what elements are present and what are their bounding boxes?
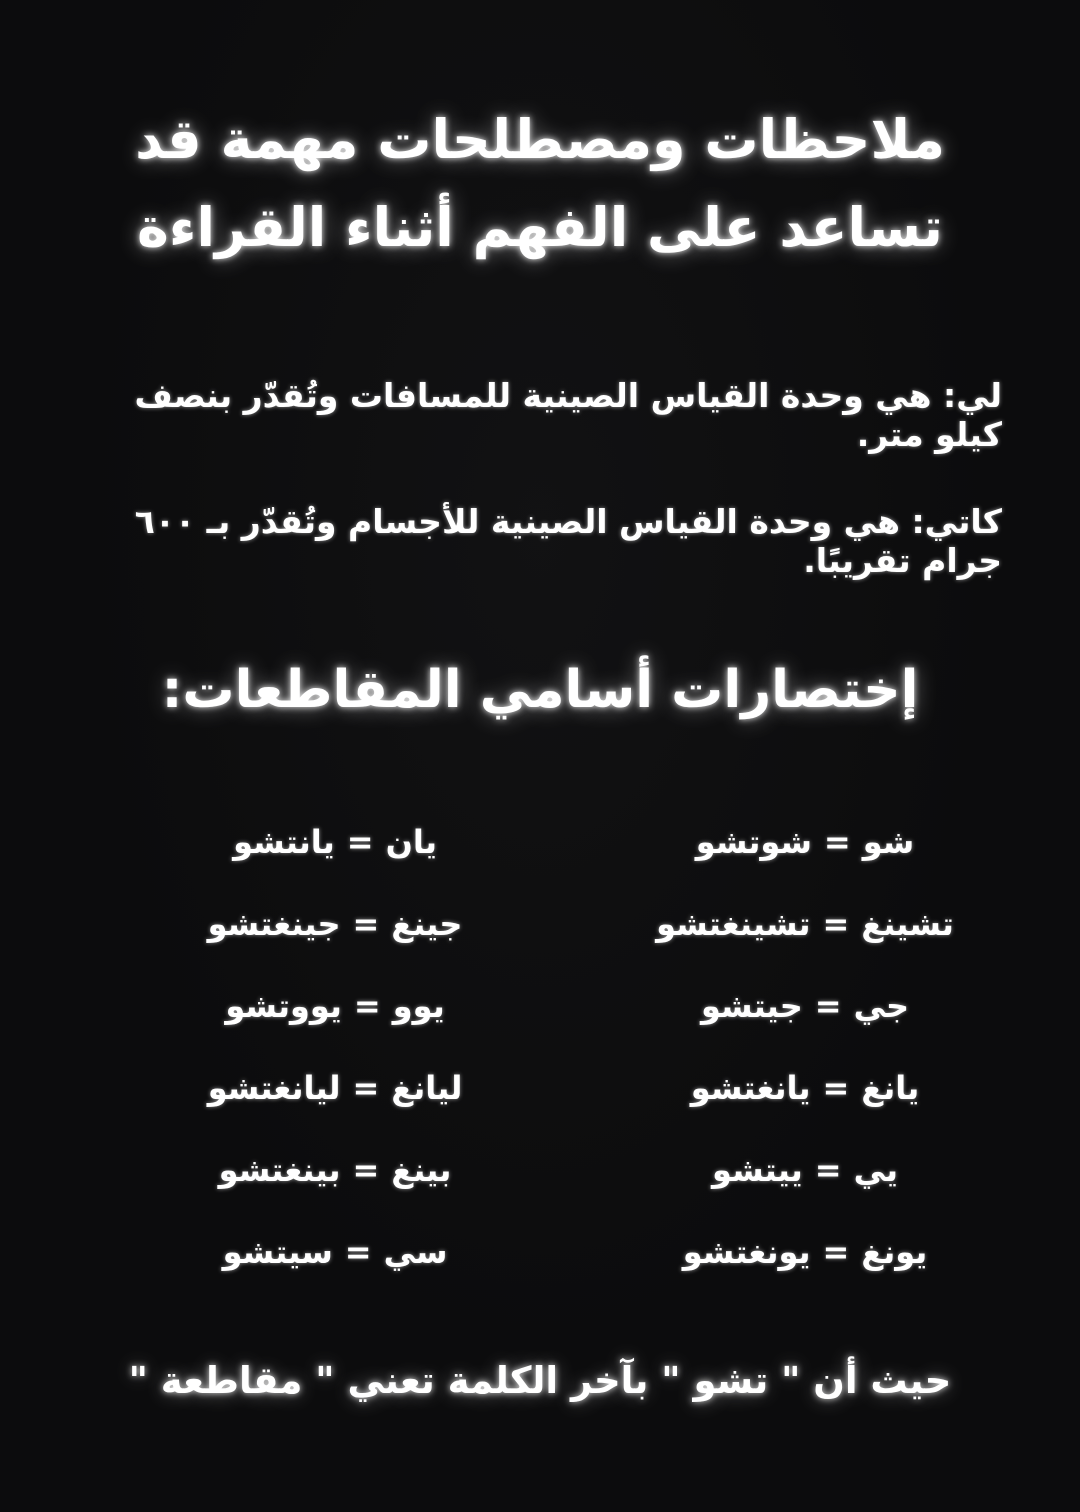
province-full: تشينغتشو [656, 905, 811, 943]
province-abbr: بينغ [391, 1151, 452, 1189]
equals-sign: = [346, 823, 374, 861]
province-abbr: يونغ [861, 1233, 928, 1271]
pair-yu [225, 988, 444, 1025]
province-abbr: يي [853, 1151, 898, 1189]
unit-definitions [0, 376, 1080, 628]
province-full: يووتشو [225, 987, 342, 1025]
province-abbr: شو [862, 823, 915, 861]
page-title-line-1: ملاحظات ومصطلحات مهمة قد [135, 108, 945, 171]
page-title [0, 96, 1080, 272]
equals-sign: = [352, 905, 380, 943]
province-abbr: تشينغ [861, 905, 954, 943]
province-full: سيتشو [222, 1233, 333, 1271]
province-full: يونغتشو [682, 1233, 811, 1271]
pair-ching [656, 906, 954, 943]
pair-yang [691, 1070, 920, 1107]
abbreviations-list [0, 824, 1080, 1271]
equals-sign: = [344, 1233, 372, 1271]
province-abbr: يانغ [861, 1069, 920, 1107]
footnote [0, 1359, 1080, 1402]
equals-sign: = [814, 987, 842, 1025]
equals-sign: = [814, 1151, 842, 1189]
equals-sign: = [353, 987, 381, 1025]
province-full: جيتشو [700, 987, 803, 1025]
province-full: جينغتشو [207, 905, 341, 943]
pair-liang [208, 1070, 463, 1107]
province-full: يانغتشو [690, 1069, 811, 1107]
pair-yong [683, 1234, 928, 1271]
pair-yi [712, 1152, 898, 1189]
footnote-text: حيث أن " تشو " بآخر الكلمة تعني " مقاطعة " [128, 1359, 952, 1402]
province-abbr: جينغ [391, 905, 463, 943]
pair-bing [219, 1152, 452, 1189]
province-abbr: يوو [392, 987, 445, 1025]
equals-sign: = [352, 1151, 380, 1189]
pair-ji [701, 988, 909, 1025]
equals-sign: = [822, 1233, 850, 1271]
equals-sign: = [822, 905, 850, 943]
province-full: ييتشو [712, 1151, 803, 1189]
province-full: شوتشو [695, 823, 812, 861]
definition-katy: كاتي: هي وحدة القياس الصينية للأجسام وتُقدّر بـ ٦٠٠ جرام تقريبًا. [134, 502, 1002, 580]
province-abbr: ليانغ [391, 1069, 463, 1107]
equals-sign: = [822, 1069, 850, 1107]
province-abbr: جي [853, 987, 910, 1025]
abbreviations-heading: إختصارات أسامي المقاطعات: [161, 660, 919, 720]
province-full: يانتشو [233, 823, 335, 861]
page-title-line-2: تساعد على الفهم أثناء القراءة [137, 196, 943, 259]
province-full: بينغتشو [218, 1151, 341, 1189]
equals-sign: = [352, 1069, 380, 1107]
province-full: ليانغتشو [207, 1069, 341, 1107]
equals-sign: = [823, 823, 851, 861]
pair-yan [233, 824, 437, 861]
pair-shu [696, 824, 915, 861]
province-abbr: سي [383, 1233, 448, 1271]
pair-jing [208, 906, 463, 943]
definition-li: لي: هي وحدة القياس الصينية للمسافات وتُقدّر بنصف كيلو متر. [134, 376, 1002, 454]
province-abbr: يان [385, 823, 437, 861]
pair-si [223, 1234, 448, 1271]
